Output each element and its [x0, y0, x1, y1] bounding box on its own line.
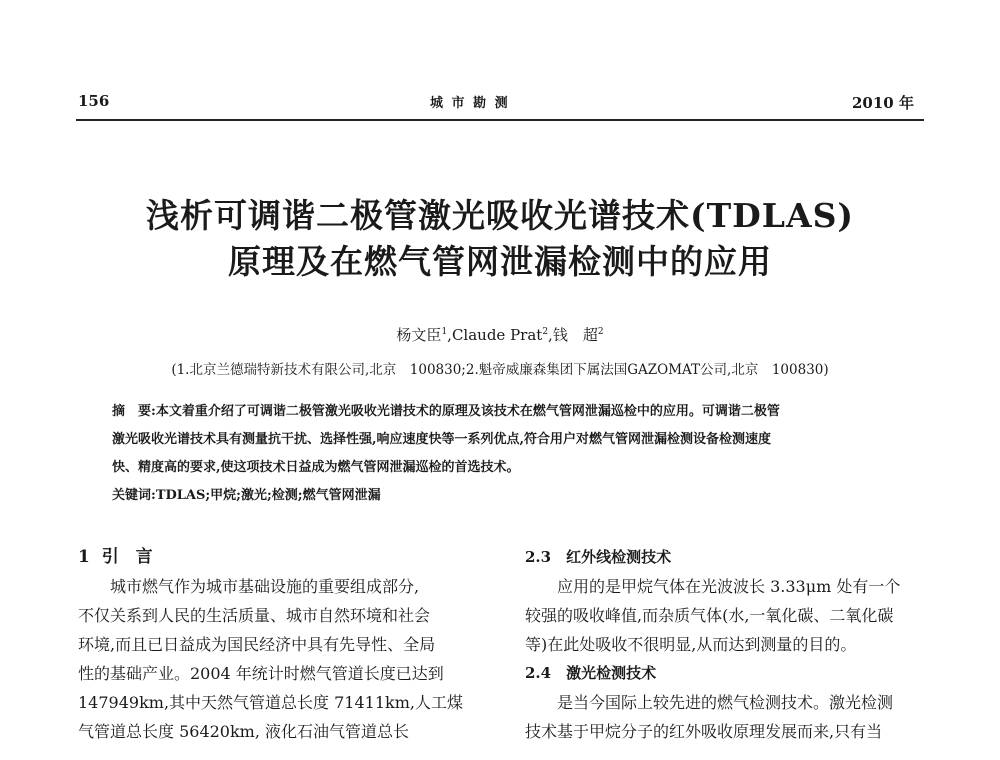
abstract-text-1: 本文着重介绍了可调谐二极管激光吸收光谱技术的原理及该技术在燃气管网泄漏巡检中的应用。可调谐二极管 — [155, 404, 780, 419]
author-list — [0, 324, 1000, 345]
header-rule — [76, 119, 924, 121]
title-line-2: 原理及在燃气管网泄漏检测中的应用 — [228, 242, 772, 281]
title-line-1: 浅析可调谐二极管激光吸收光谱技术(TDLAS) — [145, 196, 855, 235]
section-number: 1 — [78, 547, 90, 567]
abstract-line-1 — [112, 398, 902, 426]
section-title: 引 言 — [101, 547, 153, 567]
subsection-2-3-line-2: 较强的吸收峰值,而杂质气体(水,一氧化碳、二氧化碳 — [525, 606, 894, 625]
subsection-2-4-line-1: 是当今国际上较先进的燃气检测技术。激光检测 — [557, 693, 894, 712]
paragraph-line-5: 147949km,其中天然气管道总长度 71411km,人工煤 — [78, 693, 463, 712]
page-number: 156 — [78, 92, 110, 110]
keywords-text: TDLAS;甲烷;激光;检测;燃气管网泄漏 — [155, 488, 381, 503]
subsection-2-3-title: 2.3 红外线检测技术 — [525, 548, 672, 566]
author-3-affil: 2 — [597, 327, 604, 337]
paragraph-line-2: 不仅关系到人民的生活质量、城市自然环境和社会 — [78, 606, 431, 625]
paragraph-line-6: 气管道总长度 56420km, 液化石油气管道总长 — [78, 722, 410, 741]
paragraph-line-3: 环境,而且已日益成为国民经济中具有先导性、全局 — [78, 635, 436, 654]
author-1-affil: 1 — [441, 327, 448, 337]
right-column — [525, 543, 945, 746]
keywords — [112, 482, 902, 510]
affiliations: (1.北京兰德瑞特新技术有限公司,北京 100830;2.魁帝威廉森集团下属法国GAZOMAT公司,北京 100830) — [171, 362, 829, 378]
author-3: ,钱 超 — [548, 326, 598, 344]
abstract-label: 摘 要: — [112, 404, 156, 419]
publication-year: 2010 年 — [852, 94, 914, 112]
abstract-line-2: 激光吸收光谱技术具有测量抗干扰、选择性强,响应速度快等一系列优点,符合用户对燃气管网泄漏检测设备检测速度 — [112, 432, 772, 447]
journal-name: 城 市 勘 测 — [430, 96, 510, 111]
author-1: 杨文臣 — [396, 326, 442, 344]
author-2: ,Claude Prat — [447, 326, 543, 344]
section-heading — [78, 543, 498, 572]
author-2-affil: 2 — [542, 327, 549, 337]
abstract-line-3: 快、精度高的要求,使这项技术日益成为燃气管网泄漏巡检的首选技术。 — [112, 460, 520, 475]
subsection-2-3-line-3: 等)在此处吸收不很明显,从而达到测量的目的。 — [525, 635, 857, 654]
subsection-2-3-line-1: 应用的是甲烷气体在光波波长 3.33μm 处有一个 — [557, 577, 901, 596]
subsection-2-4-line-2: 技术基于甲烷分子的红外吸收原理发展而来,只有当 — [525, 722, 883, 741]
paragraph-line-4: 性的基础产业。2004 年统计时燃气管道长度已达到 — [78, 664, 444, 683]
keywords-label: 关键词: — [112, 488, 156, 503]
subsection-2-4-title: 2.4 激光检测技术 — [525, 664, 657, 682]
paragraph-line-1: 城市燃气作为城市基础设施的重要组成部分, — [110, 577, 420, 596]
left-column — [78, 543, 498, 746]
abstract — [112, 398, 902, 510]
